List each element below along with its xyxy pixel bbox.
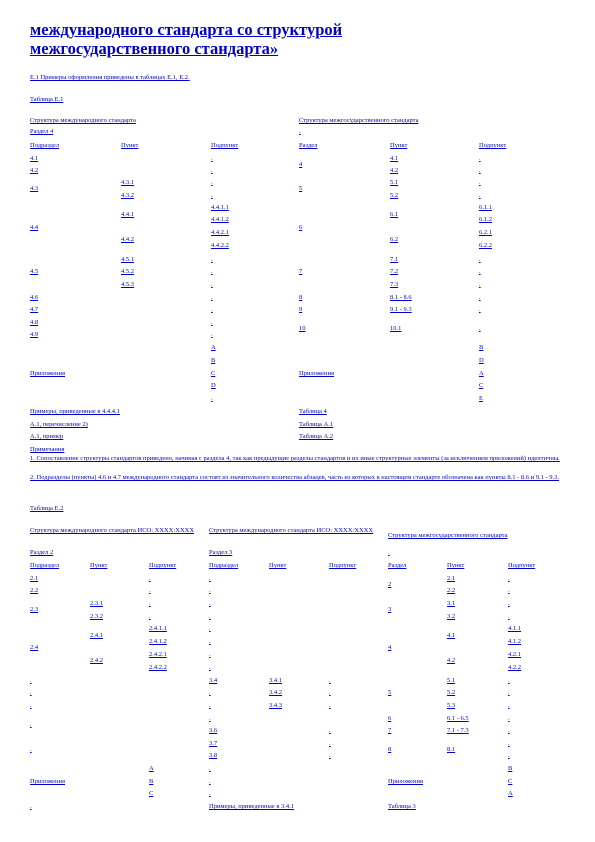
cell: 4.4.2 bbox=[121, 236, 134, 243]
cell: . bbox=[479, 268, 481, 275]
cell: . bbox=[479, 306, 481, 313]
cell: 5.3 bbox=[447, 702, 456, 709]
header-section: Раздел bbox=[299, 142, 318, 149]
cell: 2.4.1 bbox=[90, 632, 103, 639]
cell: . bbox=[479, 281, 481, 288]
cell: 4.7 bbox=[30, 306, 39, 313]
header-subsection: Подраздел bbox=[30, 562, 60, 569]
cell: . bbox=[508, 740, 510, 747]
cell: . bbox=[211, 192, 213, 199]
note-1: 1. Сопоставление структуры стандартов приведено, начиная с раздела 4, так как предыдущие разделы стандартов и их иные структурные элементы (за исключением приложений) идентичны. bbox=[30, 455, 560, 462]
cell: 4.2 bbox=[390, 167, 399, 174]
cell: 5 bbox=[299, 185, 303, 192]
cell: 4 bbox=[388, 644, 392, 651]
cell: . bbox=[30, 746, 32, 753]
header-item: Пункт bbox=[90, 562, 108, 569]
cell: . bbox=[479, 294, 481, 301]
header-subsection: Подраздел bbox=[30, 142, 60, 149]
cell: 6.2.1 bbox=[479, 229, 492, 236]
cell: 10 bbox=[299, 325, 306, 332]
cell: . bbox=[479, 325, 481, 332]
cell: 6.1 - 6.5 bbox=[447, 715, 469, 722]
cell: 4.5 bbox=[30, 268, 39, 275]
cell: 3.1 bbox=[447, 600, 456, 607]
cell: 2.4.2 bbox=[90, 657, 103, 664]
cell: 3.2 bbox=[447, 613, 456, 620]
header-subitem: Подпункт bbox=[211, 142, 239, 149]
cell: 2.3 bbox=[30, 606, 39, 613]
cell: 2.4.2.2 bbox=[149, 664, 167, 671]
cell: 4.3.2 bbox=[121, 192, 134, 199]
cell: . bbox=[30, 803, 32, 810]
cell: . bbox=[508, 689, 510, 696]
cell: . bbox=[209, 587, 211, 594]
cell: . bbox=[329, 677, 331, 684]
appendix-left: Приложения bbox=[30, 778, 65, 785]
cell: 6.1.2 bbox=[479, 216, 492, 223]
cell: . bbox=[211, 319, 213, 326]
cell: . bbox=[211, 281, 213, 288]
header-item: Пункт bbox=[390, 142, 408, 149]
cell: 4.8 bbox=[30, 319, 39, 326]
header-item: Пункт bbox=[121, 142, 139, 149]
cell: . bbox=[209, 664, 211, 671]
example-left: Примеры, приведенные в 4.4.4.1 bbox=[30, 408, 120, 415]
cell: . bbox=[508, 600, 510, 607]
cell: . bbox=[209, 790, 211, 797]
table-e1-caption: Таблица Е.1 bbox=[30, 96, 64, 103]
cell: 2.2 bbox=[30, 587, 39, 594]
example-right: Таблица А.2 bbox=[299, 433, 334, 440]
cell: 2.3.2 bbox=[90, 613, 103, 620]
notes-title: Примечания bbox=[30, 446, 65, 453]
cell: 4.2 bbox=[30, 167, 39, 174]
cell: 2.4.1.2 bbox=[149, 638, 167, 645]
cell: 4.6 bbox=[30, 294, 39, 301]
cell: 4.1 bbox=[447, 632, 456, 639]
cell: 4.1 bbox=[390, 155, 399, 162]
cell: 4.4.2.1 bbox=[211, 229, 229, 236]
cell: . bbox=[508, 587, 510, 594]
cell: . bbox=[209, 715, 211, 722]
cell: 4.4 bbox=[30, 224, 39, 231]
header-subitem: Подпункт bbox=[508, 562, 536, 569]
cell: . bbox=[209, 625, 211, 632]
cell: 8 bbox=[388, 746, 392, 753]
example-right: Таблица 4 bbox=[299, 408, 327, 415]
cell: 7 bbox=[299, 268, 303, 275]
example-left: А.1, перечисление 2) bbox=[30, 421, 88, 428]
cell: 5.2 bbox=[390, 192, 399, 199]
cell: . bbox=[329, 752, 331, 759]
cell: . bbox=[329, 740, 331, 747]
col1-section: Раздел 2 bbox=[30, 549, 54, 556]
cell: . bbox=[329, 727, 331, 734]
cell: 2.4.1.1 bbox=[149, 625, 167, 632]
cell: С bbox=[211, 370, 216, 377]
cell: 4.4.2.2 bbox=[211, 242, 229, 249]
cell: . bbox=[209, 702, 211, 709]
cell: . bbox=[508, 702, 510, 709]
cell: 3.8 bbox=[209, 752, 218, 759]
cell: 6 bbox=[299, 224, 303, 231]
cell: 2.4.2.1 bbox=[149, 651, 167, 658]
cell: 7.1 bbox=[390, 256, 399, 263]
cell: . bbox=[149, 587, 151, 594]
cell: 4.3 bbox=[30, 185, 39, 192]
col1-title: Структура международного стандарта ИСО: ХХХХ:ХХХХ bbox=[30, 527, 195, 534]
right-dot: . bbox=[299, 128, 301, 135]
left-title: Структура международного стандарта bbox=[30, 117, 136, 124]
cell: 2.2 bbox=[447, 587, 456, 594]
cell: 8 bbox=[299, 294, 303, 301]
cell: Е bbox=[479, 395, 483, 402]
cell: 3.4 bbox=[209, 677, 218, 684]
cell: . bbox=[211, 179, 213, 186]
cell: А bbox=[508, 790, 513, 797]
cell: . bbox=[209, 651, 211, 658]
cell: 4.4.1.2 bbox=[211, 216, 229, 223]
cell: . bbox=[479, 256, 481, 263]
cell: . bbox=[30, 702, 32, 709]
cell: 3.4.3 bbox=[269, 702, 282, 709]
cell: С bbox=[479, 382, 484, 389]
cell: 4.4.1.1 bbox=[211, 204, 229, 211]
cell: 4.1.2 bbox=[508, 638, 521, 645]
cell: 4.1 bbox=[30, 155, 39, 162]
cell: С bbox=[149, 790, 154, 797]
cell: 6.1.1 bbox=[479, 204, 492, 211]
cell: . bbox=[209, 613, 211, 620]
cell: . bbox=[209, 778, 211, 785]
cell: . bbox=[209, 689, 211, 696]
cell: . bbox=[508, 715, 510, 722]
cell: 6.2.2 bbox=[479, 242, 492, 249]
example-left: А.1, пример bbox=[30, 433, 64, 440]
cell: 5.1 bbox=[390, 179, 399, 186]
cell: 4.2.2 bbox=[508, 664, 521, 671]
appendix-right: Приложения bbox=[388, 778, 423, 785]
left-section: Раздел 4 bbox=[30, 128, 54, 135]
cell: А bbox=[211, 344, 216, 351]
cell: 3.6 bbox=[209, 727, 218, 734]
cell: 2 bbox=[388, 581, 392, 588]
cell: . bbox=[508, 752, 510, 759]
cell: 4.3.1 bbox=[121, 179, 134, 186]
cell: 4.2.1 bbox=[508, 651, 521, 658]
cell: . bbox=[30, 689, 32, 696]
document-heading bbox=[30, 20, 570, 58]
cell: . bbox=[211, 395, 213, 402]
cell: . bbox=[479, 167, 481, 174]
cell: . bbox=[329, 702, 331, 709]
table-e2-caption: Таблица Е.2 bbox=[30, 505, 64, 512]
header-item: Пункт bbox=[269, 562, 287, 569]
header-item: Пункт bbox=[447, 562, 465, 569]
cell: . bbox=[149, 613, 151, 620]
cell: 7.2 bbox=[390, 268, 399, 275]
cell: 7.1 - 7.3 bbox=[447, 727, 469, 734]
cell: 4.4.1 bbox=[121, 211, 134, 218]
cell: 5.1 bbox=[447, 677, 456, 684]
col3-dot: . bbox=[388, 549, 390, 556]
cell: 7 bbox=[388, 727, 392, 734]
cell: . bbox=[209, 638, 211, 645]
cell: С bbox=[508, 778, 513, 785]
cell: 3.7 bbox=[209, 740, 218, 747]
cell: . bbox=[209, 600, 211, 607]
cell: 3 bbox=[388, 606, 392, 613]
cell: 2.1 bbox=[30, 575, 39, 582]
cell: 2.3.1 bbox=[90, 600, 103, 607]
cell: 2.4 bbox=[30, 644, 39, 651]
cell: 4.2 bbox=[447, 657, 456, 664]
cell: . bbox=[209, 575, 211, 582]
cell: В bbox=[149, 778, 154, 785]
cell: . bbox=[149, 600, 151, 607]
cell: . bbox=[479, 155, 481, 162]
example-right: Таблица А.1 bbox=[299, 421, 334, 428]
appendix-right: Приложения bbox=[299, 370, 334, 377]
cell: 7.3 bbox=[390, 281, 399, 288]
cell: . bbox=[211, 256, 213, 263]
header-section: Раздел bbox=[388, 562, 407, 569]
heading-line-2: межгосударственного стандарта» bbox=[30, 39, 279, 58]
cell: В bbox=[211, 357, 216, 364]
cell: В bbox=[479, 344, 484, 351]
example-middle: Примеры, приведенные в 3.4.1 bbox=[209, 803, 295, 810]
header-subitem: Подпункт bbox=[479, 142, 507, 149]
cell: . bbox=[329, 689, 331, 696]
appendix-left: Приложения bbox=[30, 370, 65, 377]
cell: 8.1 bbox=[447, 746, 456, 753]
cell: . bbox=[508, 677, 510, 684]
cell: 4.9 bbox=[30, 331, 39, 338]
cell: . bbox=[211, 306, 213, 313]
example-right: Таблица 3 bbox=[388, 803, 416, 810]
cell: D bbox=[479, 357, 484, 364]
cell: . bbox=[508, 575, 510, 582]
col2-title: Структура международного стандарта ИСО: ХХХХ:ХХХХ bbox=[209, 527, 374, 534]
cell: 8.1 - 8.6 bbox=[390, 294, 412, 301]
note-2: 2. Подразделы (пункты) 4.6 и 4.7 международного стандарта состоят из значительного количества абзацев, часть из которых в настоящем стандарте обозначена как пункты 8.1 - 8.6 и 9.1 - 9.3. bbox=[30, 474, 560, 481]
cell: 4.5.2 bbox=[121, 268, 134, 275]
cell: В bbox=[508, 765, 513, 772]
cell: 3.4.1 bbox=[269, 677, 282, 684]
cell: 6.1 bbox=[390, 211, 399, 218]
cell: . bbox=[211, 268, 213, 275]
cell: 9.1 - 9.3 bbox=[390, 306, 412, 313]
cell: . bbox=[479, 179, 481, 186]
cell: . bbox=[209, 765, 211, 772]
cell: . bbox=[508, 613, 510, 620]
cell: 10.1 bbox=[390, 325, 402, 332]
cell: . bbox=[30, 721, 32, 728]
cell: 9 bbox=[299, 306, 303, 313]
cell: D bbox=[211, 382, 216, 389]
cell: . bbox=[479, 192, 481, 199]
cell: 6.2 bbox=[390, 236, 399, 243]
header-subitem: Подпункт bbox=[329, 562, 357, 569]
intro-text: Е.1 Примеры оформления приведены в таблицах Е.1, Е.2. bbox=[30, 74, 190, 81]
cell: 3.4.2 bbox=[269, 689, 282, 696]
header-subitem: Подпункт bbox=[149, 562, 177, 569]
cell: . bbox=[211, 294, 213, 301]
cell: А bbox=[479, 370, 484, 377]
cell: А bbox=[149, 765, 154, 772]
cell: 2.1 bbox=[447, 575, 456, 582]
heading-line-1: международного стандарта со структурой bbox=[30, 20, 343, 39]
col3-title: Структура межгосударственного стандарта bbox=[388, 532, 508, 539]
cell: . bbox=[211, 331, 213, 338]
cell: 5.2 bbox=[447, 689, 456, 696]
cell: . bbox=[211, 155, 213, 162]
cell: 4.5.1 bbox=[121, 256, 134, 263]
cell: 4 bbox=[299, 161, 303, 168]
cell: 5 bbox=[388, 689, 392, 696]
header-subsection: Подраздел bbox=[209, 562, 239, 569]
cell: 4.1.1 bbox=[508, 625, 521, 632]
cell: . bbox=[508, 727, 510, 734]
cell: 4.5.3 bbox=[121, 281, 134, 288]
col2-section: Раздел 3 bbox=[209, 549, 233, 556]
cell: 6 bbox=[388, 715, 392, 722]
cell: . bbox=[30, 677, 32, 684]
right-title: Структура межгосударственного стандарта bbox=[299, 117, 419, 124]
cell: . bbox=[149, 575, 151, 582]
cell: . bbox=[211, 167, 213, 174]
